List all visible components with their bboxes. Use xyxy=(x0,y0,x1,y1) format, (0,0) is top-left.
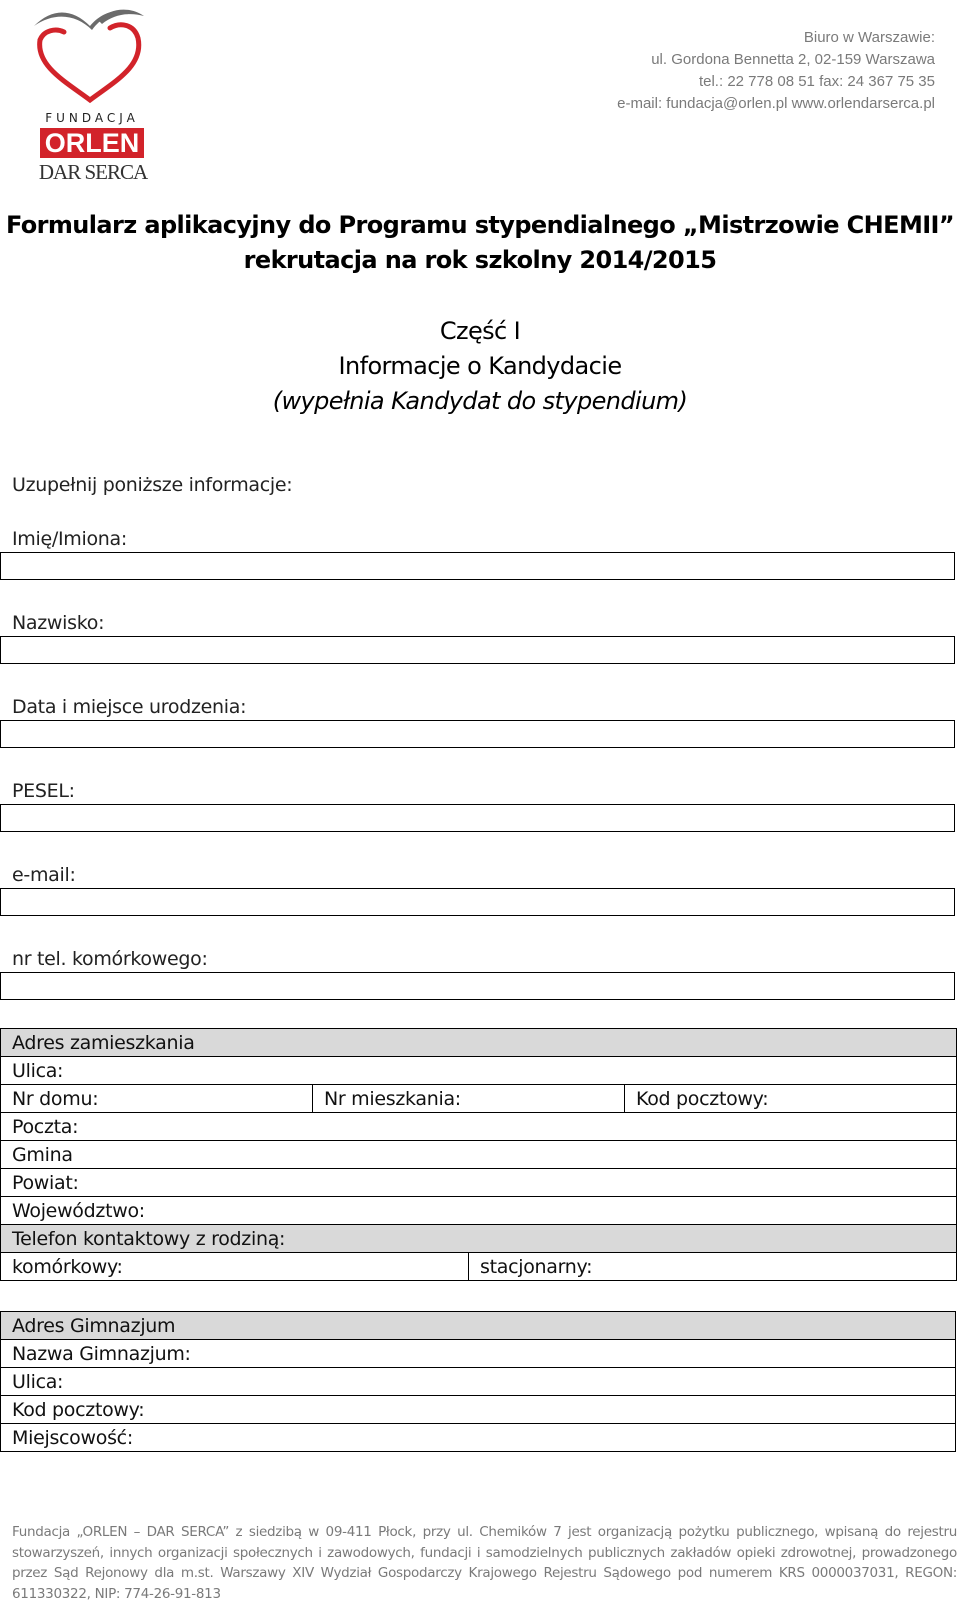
pesel-field[interactable] xyxy=(0,804,955,832)
home-street-field[interactable]: Ulica: xyxy=(1,1057,957,1085)
office-contact: e-mail: fundacja@orlen.pl www.orlendarserca.pl xyxy=(617,95,935,112)
school-street-field[interactable]: Ulica: xyxy=(1,1368,956,1396)
county-field[interactable]: Powiat: xyxy=(1,1169,957,1197)
house-number-field[interactable]: Nr domu: xyxy=(1,1085,313,1113)
family-phone-header: Telefon kontaktowy z rodziną: xyxy=(1,1225,957,1253)
pesel-label: PESEL: xyxy=(12,780,75,802)
home-address-header: Adres zamieszkania xyxy=(1,1029,957,1057)
home-postal-code-field[interactable]: Kod pocztowy: xyxy=(625,1085,957,1113)
office-info xyxy=(617,27,935,115)
last-name-label: Nazwisko: xyxy=(12,612,105,634)
last-name-field[interactable] xyxy=(0,636,955,664)
school-address-table xyxy=(0,1311,956,1452)
first-name-label: Imię/Imiona: xyxy=(12,528,127,550)
part-title: Informacje o Kandydacie xyxy=(338,352,622,380)
province-field[interactable]: Województwo: xyxy=(1,1197,957,1225)
logo-dar-serca-text: DAR SERCA xyxy=(38,160,148,184)
footer-legal-text: Fundacja „ORLEN – DAR SERCA” z siedzibą w 09-411 Płock, przy ul. Chemików 7 jest organizacją pożytku publicznego, wpisaną do rejestru stowarzyszeń, innych organizacji społecznych i zawodowych, fundacji i samodzielnych publicznych zakładów opieki zdrowotnej, prowadzonego przez Sąd Rejonowy dla m.st. Warszawy XIV Wydział Gospodarczy Krajowego Rejestru Sądowego pod numerem KRS 0000037031, REGON: 611330322, NIP: 774-26-91-813 xyxy=(12,1524,957,1602)
logo-fundacja-text: FUNDACJA xyxy=(45,111,139,125)
school-name-field[interactable]: Nazwa Gimnazjum: xyxy=(1,1340,956,1368)
form-title: Formularz aplikacyjny do Programu stypendialnego „Mistrzowie CHEMII” xyxy=(5,211,955,239)
commune-field[interactable]: Gmina xyxy=(1,1141,957,1169)
school-address-header: Adres Gimnazjum xyxy=(1,1312,956,1340)
part-instruction: (wypełnia Kandydat do stypendium) xyxy=(272,387,688,415)
intro-text: Uzupełnij poniższe informacje: xyxy=(12,474,293,496)
school-postal-code-field[interactable]: Kod pocztowy: xyxy=(1,1396,956,1424)
form-subtitle: rekrutacja na rok szkolny 2014/2015 xyxy=(243,246,717,274)
family-mobile-field[interactable]: komórkowy: xyxy=(1,1253,469,1281)
office-address: ul. Gordona Bennetta 2, 02-159 Warszawa xyxy=(651,51,935,68)
home-address-table xyxy=(0,1028,957,1281)
mobile-field[interactable] xyxy=(0,972,955,1000)
post-office-field[interactable]: Poczta: xyxy=(1,1113,957,1141)
first-name-field[interactable] xyxy=(0,552,955,580)
logo-orlen-text: ORLEN xyxy=(40,128,144,158)
part-number: Część I xyxy=(439,317,521,345)
flat-number-field[interactable]: Nr mieszkania: xyxy=(313,1085,625,1113)
office-heading: Biuro w Warszawie: xyxy=(803,29,935,46)
family-landline-field[interactable]: stacjonarny: xyxy=(469,1253,957,1281)
office-phone: tel.: 22 778 08 51 fax: 24 367 75 35 xyxy=(698,73,935,90)
email-field[interactable] xyxy=(0,888,955,916)
birth-label: Data i miejsce urodzenia: xyxy=(12,696,247,718)
school-city-field[interactable]: Miejscowość: xyxy=(1,1424,956,1452)
email-label: e-mail: xyxy=(12,864,76,886)
foundation-logo xyxy=(30,4,150,184)
heart-bird-icon xyxy=(30,4,150,114)
mobile-label: nr tel. komórkowego: xyxy=(12,948,208,970)
birth-field[interactable] xyxy=(0,720,955,748)
